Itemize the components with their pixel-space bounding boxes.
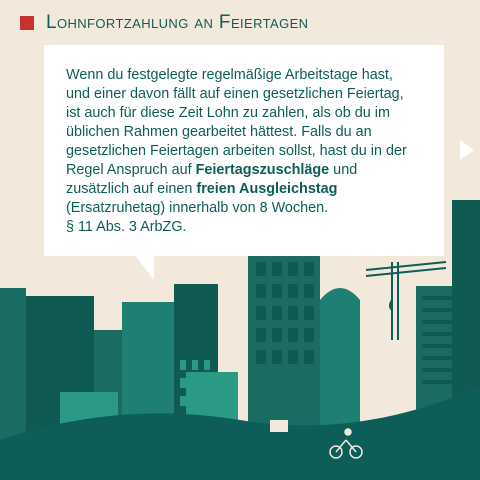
- info-text-part-1: Wenn du festgelegte regelmäßige Arbeitstage hast, und einer davon fällt auf einen gesetzlichen Feiertag, ist auch für diese Zeit Lohn zu zahlen, als ob du im üblichen Rahmen gearbeitet hättest. Falls du an gesetzlichen Feiertagen arbeiten sollst, hast du in der Regel Anspruch auf: [66, 67, 407, 178]
- small-box: [270, 420, 288, 432]
- title-row: [20, 12, 308, 34]
- info-text-bold-2: freien Ausgleichstag: [196, 181, 338, 197]
- info-text: [66, 66, 418, 237]
- title-marker-square: [20, 16, 34, 30]
- info-text-part-2: und zusätzlich auf einen: [66, 162, 358, 197]
- speech-bubble-tail: [134, 254, 154, 280]
- next-slide-button[interactable]: [444, 132, 480, 168]
- info-text-part-3: (Ersatzruhetag) innerhalb von 8 Wochen.: [66, 200, 329, 216]
- page-title: Lohnfortzahlung an Feiertagen: [46, 12, 309, 33]
- legal-reference: § 11 Abs. 3 ArbZG.: [66, 219, 187, 235]
- info-text-bold-1: Feiertagszuschläge: [195, 162, 330, 178]
- chevron-right-icon: [444, 132, 480, 168]
- person-figure: [394, 378, 402, 398]
